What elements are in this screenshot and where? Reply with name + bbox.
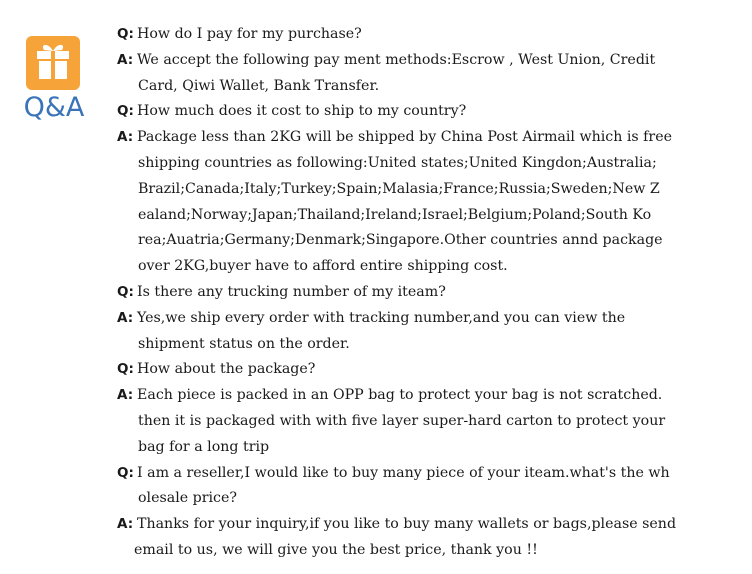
answer-text: Thanks for your inquiry,if you like to buy many wallets or bags,please send	[137, 516, 677, 533]
answer-marker: A:	[117, 51, 134, 68]
question-text: How do I pay for my purchase?	[137, 26, 362, 42]
question-line	[117, 357, 717, 383]
question-line	[117, 461, 717, 487]
answer-line	[117, 512, 717, 538]
answer-marker: A:	[117, 516, 134, 533]
answer-text-continued: rea;Auatria;Germany;Denmark;Singapore.Other countries annd package	[138, 232, 663, 249]
question-text: How about the package?	[137, 361, 316, 378]
answer-text-continued: Card, Qiwi Wallet, Bank Transfer.	[138, 77, 380, 94]
answer-text-continued: then it is packaged with with five layer super-hard carton to protect your	[138, 412, 666, 429]
answer-marker: A:	[117, 129, 134, 146]
answer-text-continued: over 2KG,buyer have to afford entire shipping cost.	[138, 258, 508, 275]
gift-icon	[26, 36, 80, 90]
question-marker: Q:	[117, 26, 134, 42]
question-line	[117, 22, 717, 48]
question-marker: Q:	[117, 361, 134, 378]
answer-text-continued: shipping countries as following:United states;United Kingdon;Australia;	[138, 154, 657, 171]
question-text-continued: olesale price?	[138, 490, 238, 507]
answer-text-continued: ealand;Norway;Japan;Thailand;Ireland;Israel;Belgium;Poland;South Ko	[138, 206, 652, 223]
answer-line	[117, 125, 717, 151]
answer-text-continued: shipment status on the order.	[138, 335, 350, 352]
question-text: I am a reseller,I would like to buy many piece of your iteam.what's the wh	[137, 464, 670, 481]
answer-text: Each piece is packed in an OPP bag to protect your bag is not scratched.	[137, 387, 663, 404]
question-line	[117, 99, 717, 125]
question-text: How much does it cost to ship to my country?	[137, 103, 467, 120]
answer-text-continued: bag for a long trip	[138, 438, 270, 455]
answer-text: Package less than 2KG will be shipped by China Post Airmail which is free	[137, 129, 673, 146]
answer-line	[117, 383, 717, 409]
answer-marker: A:	[117, 387, 134, 404]
question-line	[117, 280, 717, 306]
answer-text: We accept the following pay ment methods:Escrow , West Union, Credit	[137, 51, 656, 68]
qa-logo-text: Q&A	[23, 92, 85, 123]
answer-text-continued: email to us, we will give you the best price, thank you !!	[134, 541, 538, 558]
question-marker: Q:	[117, 283, 134, 300]
answer-text-continued: Brazil;Canada;Italy;Turkey;Spain;Malasia;France;Russia;Sweden;New Z	[138, 180, 660, 197]
answer-line	[117, 306, 717, 332]
question-text: Is there any trucking number of my iteam?	[137, 283, 446, 300]
answer-line	[117, 48, 717, 74]
question-marker: Q:	[117, 464, 134, 481]
answer-text: Yes,we ship every order with tracking number,and you can view the	[137, 309, 626, 326]
question-marker: Q:	[117, 103, 134, 120]
answer-marker: A:	[117, 309, 134, 326]
faq-list	[117, 22, 717, 564]
qa-logo	[14, 36, 94, 132]
